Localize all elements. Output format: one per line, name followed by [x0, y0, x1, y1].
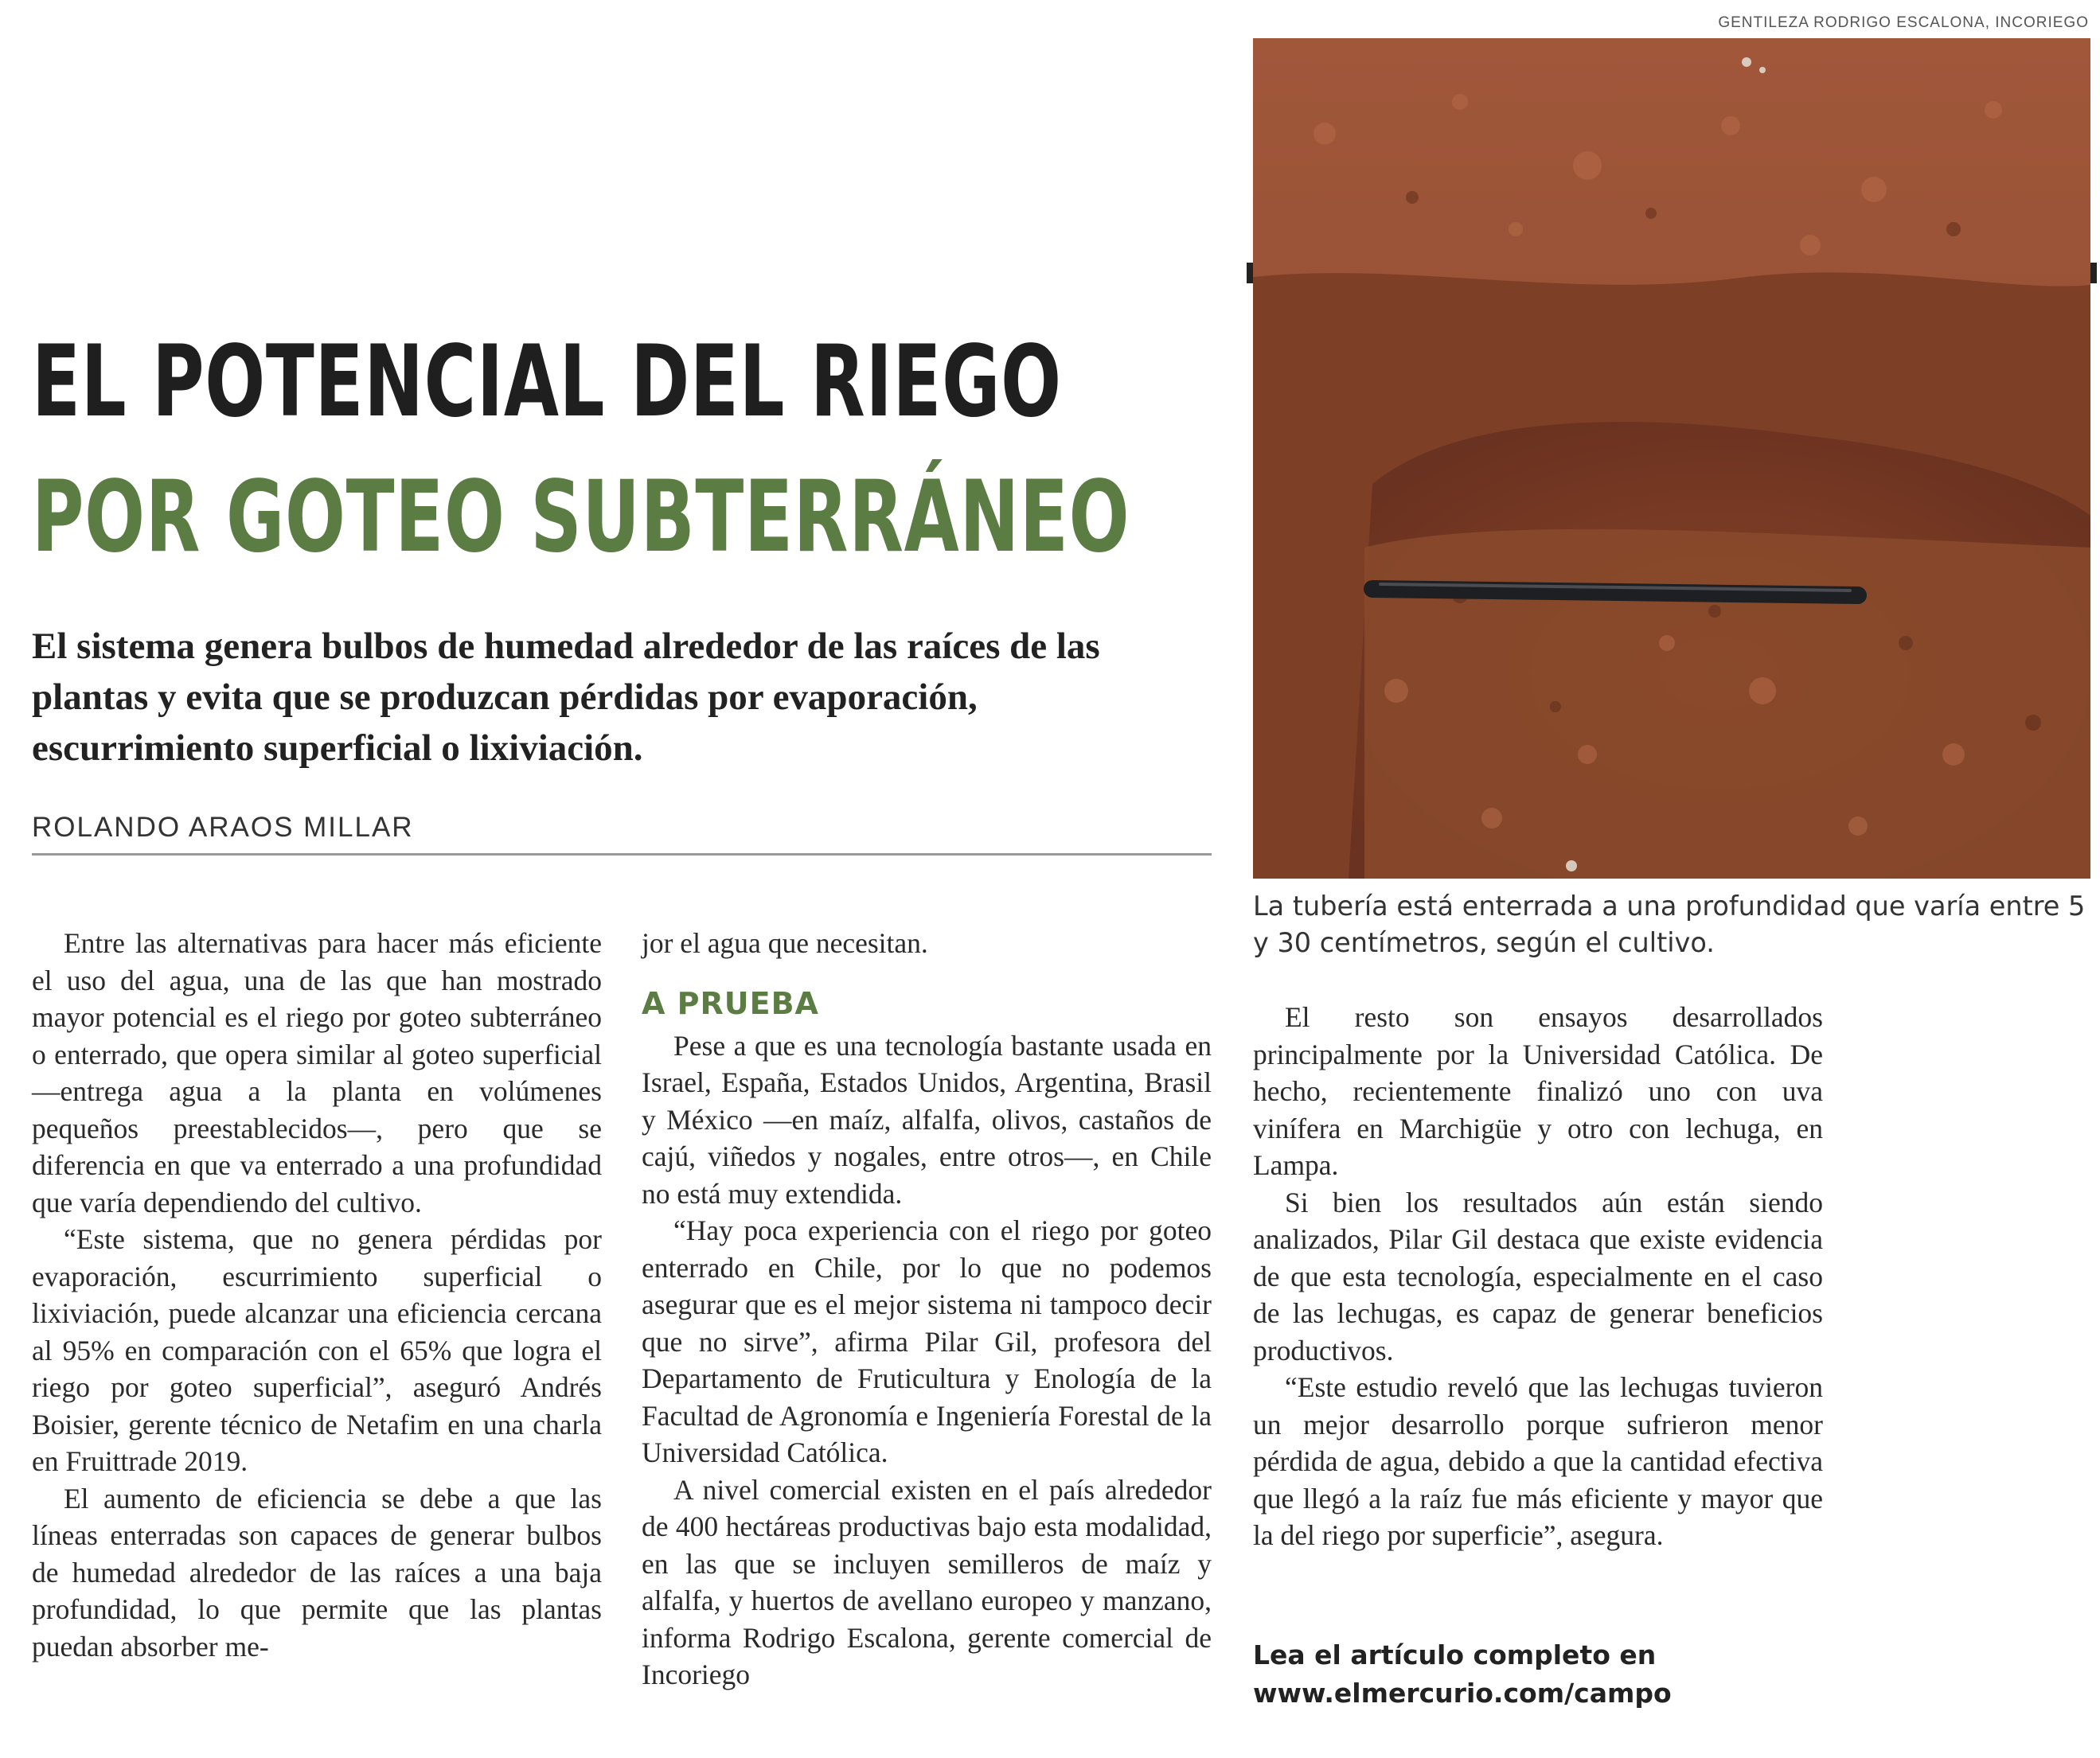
paragraph: Entre las alternativas para hacer más eficiente el uso del agua, una de las que han mostrado mayor potencial es el riego por goteo subterráneo o enterrado, que opera similar al goteo superficial —entrega agua a la planta en volúmenes pequeños preestablecidos—, pero que se diferencia en que va enterrado a una profundidad que varía dependiendo del cultivo. [32, 927, 602, 1218]
paragraph: “Hay poca experiencia con el riego por goteo enterrado en Chile, por lo que no podemos asegurar que es el mejor sistema ni tampoco decir que no sirve”, afirma Pilar Gil, profesora del Departamento de Fruticultura y Enología de la Facultad de Agronomía e Ingeniería Forestal de la Universidad Católica. [642, 1214, 1212, 1468]
section-subhead: A PRUEBA [642, 985, 819, 1021]
article-dek: El sistema genera bulbos de humedad alrededor de las raíces de las plantas y evita que se produzcan pérdidas por evaporación, escurrimiento superficial o lixiviación. [32, 626, 1100, 769]
read-more-text: Lea el artículo completo en [1253, 1639, 1657, 1670]
photo-credit: GENTILEZA RODRIGO ESCALONA, INCORIEGO [1718, 14, 2089, 31]
paragraph: Si bien los resultados aún están siendo analizados, Pilar Gil destaca que existe evidencia de que esta tecnología, especialmente en el caso de las lechugas, es capaz de generar beneficios productivos. [1253, 1186, 1823, 1366]
article-column-2 [642, 925, 1212, 1694]
photo-caption: La tubería está enterrada a una profundidad que varía entre 5 y 30 centímetros, según el cultivo. [1253, 891, 2086, 958]
paragraph: Pese a que es una tecnología bastante usada en Israel, España, Estados Unidos, Argentina, Brasil y México —en maíz, alfalfa, olivos, castaños de cajú, viñedos y nogales, entre otros—, en Chile no está muy extendida. [642, 1029, 1212, 1210]
soil-trench-illustration [1253, 38, 2090, 879]
byline: ROLANDO ARAOS MILLAR [32, 812, 414, 843]
soil-pipe-photo [1253, 38, 2090, 879]
byline-rule [32, 853, 1212, 856]
paragraph: El aumento de eficiencia se debe a que las líneas enterradas son capaces de generar bulbos de humedad alrededor de las raíces a una baja profundidad, lo que permite que las plantas puedan absorber me- [32, 1482, 602, 1662]
crop-mark [2090, 263, 2097, 283]
article-column-3 [1253, 999, 1823, 1554]
paragraph: El resto son ensayos desarrollados principalmente por la Universidad Católica. De hecho, recientemente finalizó uno con uva vinífera en Marchigüe y otro con lechuga, en Lampa. [1253, 1001, 1823, 1181]
paragraph: jor el agua que necesitan. [642, 927, 928, 959]
article-column-1 [32, 925, 602, 1665]
paragraph: A nivel comercial existen en el país alrededor de 400 hectáreas productivas bajo esta modalidad, en las que se incluyen semilleros de maíz y alfalfa, y huertos de avellano europeo y manzano, informa Rodrigo Escalona, gerente comercial de Incoriego [642, 1473, 1212, 1690]
read-more-callout [1253, 1636, 1672, 1713]
paragraph: “Este sistema, que no genera pérdidas por evaporación, escurrimiento superficial o lixiviación, puede alcanzar una eficiencia cercana al 95% en comparación con el 65% que logra el riego por goteo superficial”, aseguró Andrés Boisier, gerente técnico de Netafim en una charla en Fruittrade 2019. [32, 1223, 602, 1477]
paragraph: “Este estudio reveló que las lechugas tuvieron un mejor desarrollo porque sufrieron menor pérdida de agua, debido a que la cantidad efectiva que llegó a la raíz fue más eficiente y mayor que la del riego por superficie”, asegura. [1253, 1371, 1823, 1551]
crop-mark [1247, 263, 1253, 283]
headline-line-1: EL POTENCIAL DEL RIEGO [32, 325, 1062, 439]
read-more-link[interactable]: www.elmercurio.com/campo [1253, 1678, 1672, 1709]
headline-line-2: POR GOTEO SUBTERRÁNEO [32, 460, 1130, 575]
